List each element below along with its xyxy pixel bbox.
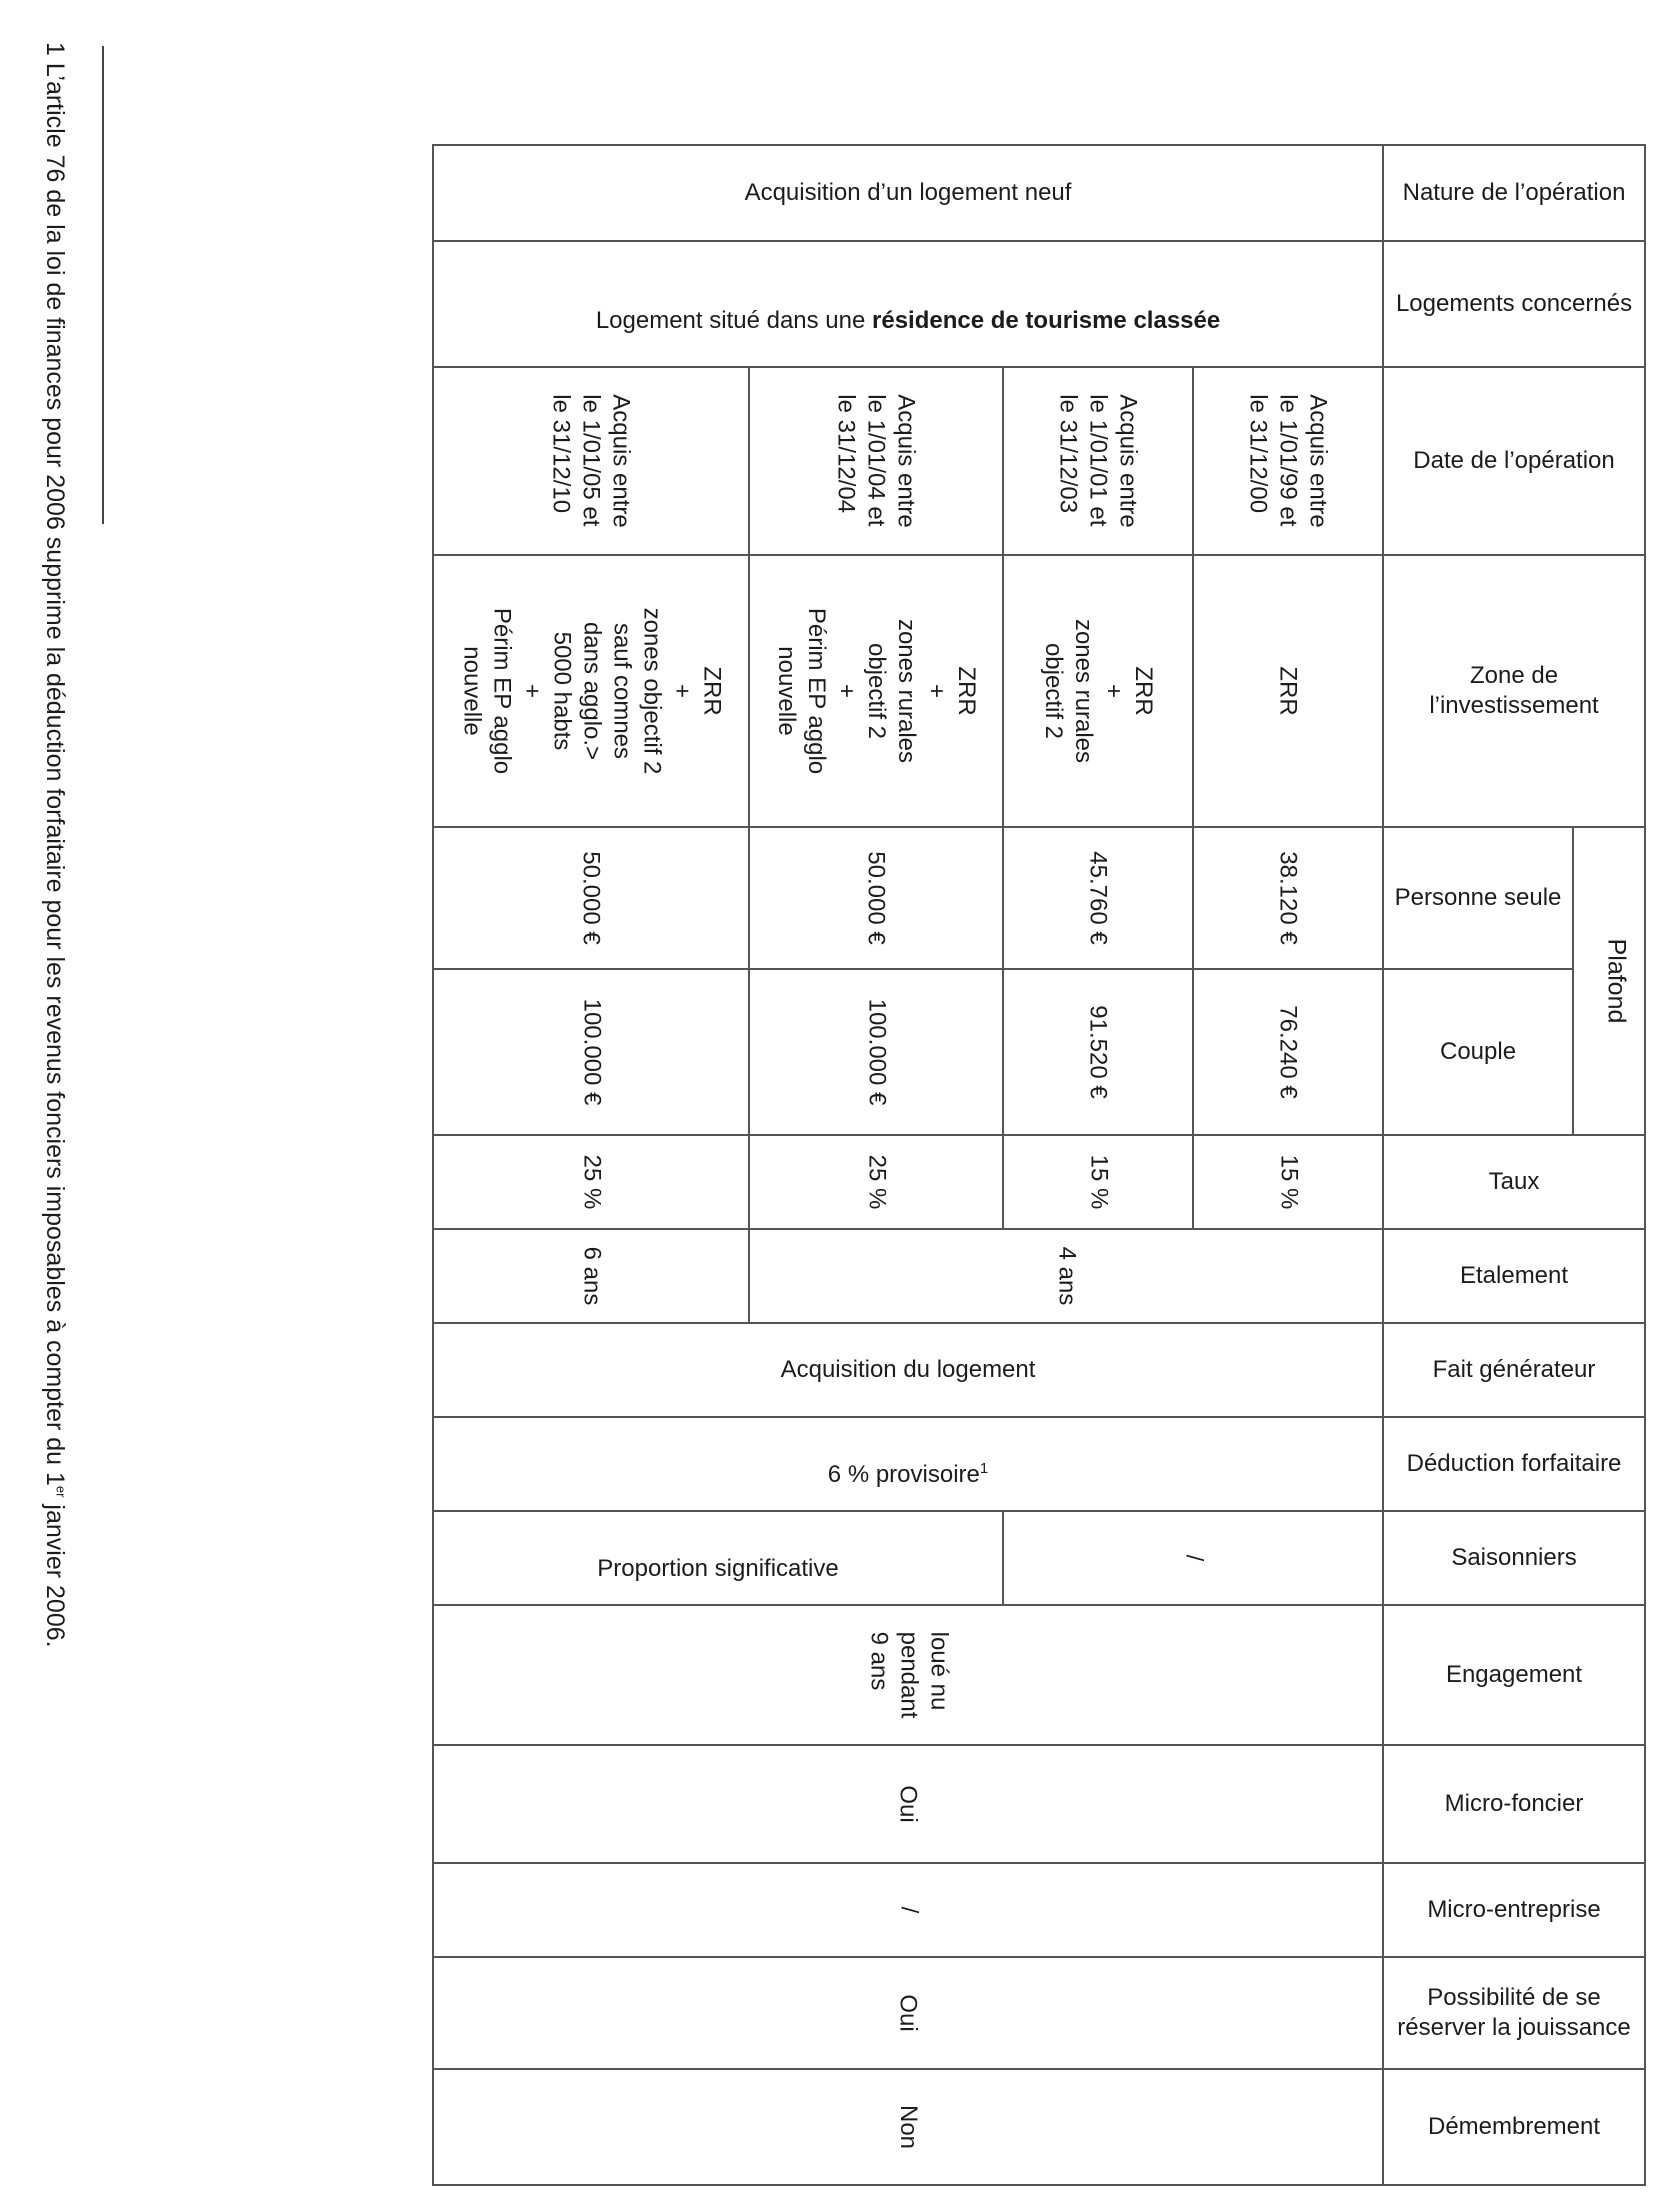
engagement-value: loué nu pendant 9 ans xyxy=(865,1631,953,1719)
regime-table xyxy=(432,144,1646,2186)
row-couple xyxy=(433,969,1645,1135)
personne-value: 45.760 € xyxy=(1084,851,1112,945)
logements-value xyxy=(433,241,1383,367)
deduction-footnote-ref: 1 xyxy=(979,1460,989,1477)
etalement-cell xyxy=(433,1229,749,1323)
logements-value-text: Logement situé dans une xyxy=(595,307,873,334)
footnote-rule xyxy=(102,46,104,524)
personne-value: 50.000 € xyxy=(862,851,890,945)
deduction-text: 6 % provisoire xyxy=(827,1461,980,1488)
couple-value: 100.000 € xyxy=(863,998,890,1106)
couple-value: 100.000 € xyxy=(578,998,605,1106)
label-date: Date de l’opération xyxy=(1383,367,1645,555)
etalement-value: 6 ans xyxy=(578,1246,605,1306)
row-engagement xyxy=(433,1605,1645,1745)
row-zone xyxy=(433,555,1645,827)
demembrement-cell xyxy=(433,2069,1383,2185)
row-taux xyxy=(433,1135,1645,1229)
taux-value: 15 % xyxy=(1084,1154,1112,1210)
label-micro-foncier: Micro-foncier xyxy=(1383,1745,1645,1863)
date-text: Acquis entre le 1/01/05 et le 31/12/10 xyxy=(548,394,635,528)
logements-value-bold: résidence de tourisme classée xyxy=(872,307,1221,334)
couple-value: 76.240 € xyxy=(1275,1005,1303,1099)
demembrement-value: Non xyxy=(895,2104,922,2150)
label-zone: Zone de l’investissement xyxy=(1383,555,1645,827)
label-couple: Couple xyxy=(1383,969,1573,1135)
zone-text: ZRR + zones objectif 2 sauf comnes dans agglo.> 5000 habts + Périm EP agglo nouvelle xyxy=(458,607,725,775)
taux-value: 25 % xyxy=(862,1154,890,1210)
taux-cell xyxy=(749,1135,1003,1229)
zone-text: ZRR xyxy=(1275,666,1303,716)
label-taux: Taux xyxy=(1383,1135,1645,1229)
date-cell xyxy=(1193,367,1383,555)
date-text: Acquis entre le 1/01/01 et le 31/12/03 xyxy=(1055,394,1142,528)
label-personne: Personne seule xyxy=(1383,827,1573,969)
label-plafond: Plafond xyxy=(1602,938,1631,1023)
personne-value: 50.000 € xyxy=(577,851,605,945)
possibilite-value: Oui xyxy=(895,1994,923,2032)
date-cell xyxy=(1003,367,1193,555)
footnote-end: janvier 2006. xyxy=(41,1497,69,1648)
zone-cell xyxy=(1003,555,1193,827)
micro-entreprise-cell xyxy=(433,1863,1383,1957)
label-etalement: Etalement xyxy=(1383,1229,1645,1323)
label-logements: Logements concernés xyxy=(1383,241,1645,367)
zone-cell xyxy=(749,555,1003,827)
label-saisonniers: Saisonniers xyxy=(1383,1511,1645,1605)
zone-cell xyxy=(433,555,749,827)
engagement-cell xyxy=(433,1605,1383,1745)
date-cell xyxy=(749,367,1003,555)
label-nature: Nature de l’opération xyxy=(1383,145,1645,241)
row-date xyxy=(433,367,1645,555)
label-deduction: Déduction forfaitaire xyxy=(1383,1417,1645,1511)
saisonniers-cell xyxy=(1003,1511,1383,1605)
saisonniers-value: Proportion significative xyxy=(433,1511,1003,1605)
saisonniers-slash: / xyxy=(1180,1554,1208,1562)
label-plafond-cell xyxy=(1573,827,1645,1135)
taux-cell xyxy=(1193,1135,1383,1229)
date-text: Acquis entre le 1/01/99 et le 31/12/00 xyxy=(1245,394,1332,528)
row-possibilite xyxy=(433,1957,1645,2069)
taux-value: 25 % xyxy=(577,1154,605,1210)
label-possibilite: Possibilité de se réserver la jouissance xyxy=(1383,1957,1645,2069)
possibilite-cell xyxy=(433,1957,1383,2069)
taux-cell xyxy=(433,1135,749,1229)
label-fait: Fait générateur xyxy=(1383,1323,1645,1417)
zone-cell xyxy=(1193,555,1383,827)
date-text: Acquis entre le 1/01/04 et le 31/12/04 xyxy=(833,394,920,528)
label-micro-entreprise: Micro-entreprise xyxy=(1383,1863,1645,1957)
footnote-sup: er xyxy=(53,1485,69,1498)
nature-value: Acquisition d’un logement neuf xyxy=(433,145,1383,241)
footnote-number: 1 xyxy=(41,42,69,56)
row-fait xyxy=(433,1323,1645,1417)
personne-cell xyxy=(1193,827,1383,969)
couple-value: 91.520 € xyxy=(1084,1005,1112,1099)
footnote xyxy=(40,42,70,1648)
micro-foncier-cell xyxy=(433,1745,1383,1863)
label-engagement: Engagement xyxy=(1383,1605,1645,1745)
row-logements xyxy=(433,241,1645,367)
personne-cell xyxy=(1003,827,1193,969)
row-micro-foncier xyxy=(433,1745,1645,1863)
zone-text: ZRR + zones rurales objectif 2 + Périm EP agglo nouvelle xyxy=(773,607,980,775)
taux-cell xyxy=(1003,1135,1193,1229)
personne-value: 38.120 € xyxy=(1275,851,1303,945)
micro-foncier-value: Oui xyxy=(895,1785,923,1823)
fait-value: Acquisition du logement xyxy=(433,1323,1383,1417)
footnote-text: L’article 76 de la loi de finances pour 2006 supprime la déduction forfaitaire pour les revenus fonciers imposables à compter du 1 xyxy=(41,62,69,1486)
row-saisonniers xyxy=(433,1511,1645,1605)
couple-cell xyxy=(749,969,1003,1135)
micro-entreprise-value: / xyxy=(895,1906,923,1914)
deduction-value xyxy=(433,1417,1383,1511)
couple-cell xyxy=(1193,969,1383,1135)
label-demembrement: Démembrement xyxy=(1383,2069,1645,2185)
couple-cell xyxy=(433,969,749,1135)
etalement-value: 4 ans xyxy=(1053,1246,1080,1306)
personne-cell xyxy=(749,827,1003,969)
row-personne xyxy=(433,827,1645,969)
zone-text: ZRR + zones rurales objectif 2 xyxy=(1039,618,1157,764)
row-micro-entreprise xyxy=(433,1863,1645,1957)
personne-cell xyxy=(433,827,749,969)
row-nature xyxy=(433,145,1645,241)
taux-value: 15 % xyxy=(1275,1154,1303,1210)
row-deduction xyxy=(433,1417,1645,1511)
row-etalement xyxy=(433,1229,1645,1323)
etalement-cell xyxy=(749,1229,1383,1323)
date-cell xyxy=(433,367,749,555)
row-demembrement xyxy=(433,2069,1645,2185)
couple-cell xyxy=(1003,969,1193,1135)
